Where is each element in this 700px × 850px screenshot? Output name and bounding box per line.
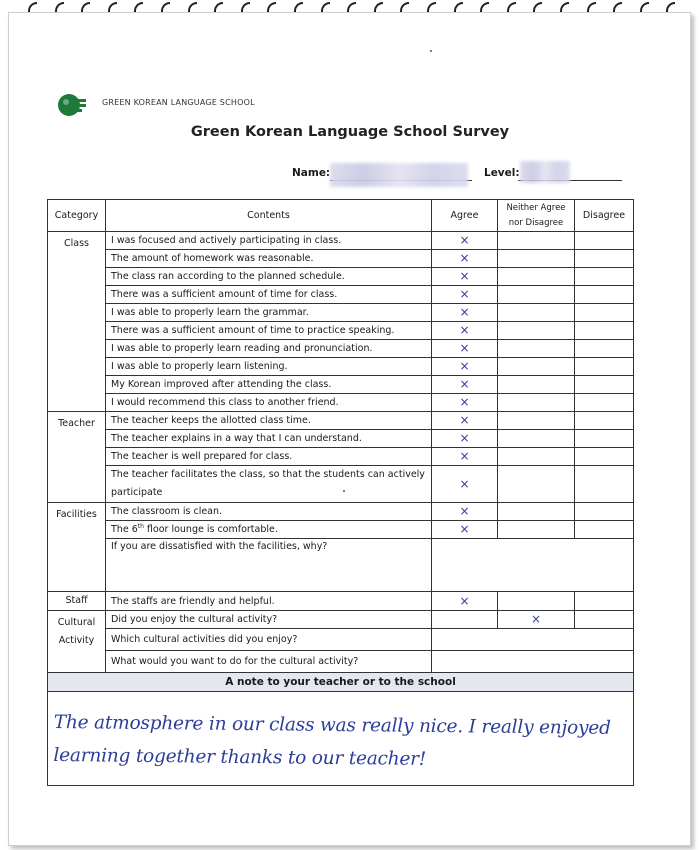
agree-cell[interactable] (432, 286, 498, 304)
item-text: I would recommend this class to another friend. (106, 394, 432, 412)
check-mark-icon: × (459, 233, 470, 247)
agree-cell[interactable] (432, 466, 498, 503)
disagree-cell[interactable] (575, 430, 634, 448)
header-neither-line2: nor Disagree (508, 217, 564, 228)
check-mark-icon: × (459, 431, 470, 445)
check-mark-icon: × (459, 504, 470, 518)
disagree-cell[interactable] (575, 592, 634, 611)
category-class: Class (48, 232, 106, 412)
note-row (48, 692, 634, 786)
lounge-text-post: floor lounge is comfortable. (143, 524, 278, 536)
neither-cell[interactable] (498, 412, 575, 430)
item-text: The teacher is well prepared for class. (106, 448, 432, 466)
facilities-answer-field[interactable] (432, 539, 634, 592)
item-text (106, 521, 432, 539)
check-mark-icon: × (459, 377, 470, 391)
level-redaction (520, 161, 570, 183)
name-label: Name: (292, 167, 331, 179)
item-text: I was able to properly learn the grammar. (106, 304, 432, 322)
item-text: I was able to properly learn reading and pronunciation. (106, 340, 432, 358)
agree-cell[interactable] (432, 503, 498, 521)
check-mark-icon: × (459, 287, 470, 301)
item-text: I was able to properly learn listening. (106, 358, 432, 376)
header-neither (498, 200, 575, 232)
header-category: Category (48, 200, 106, 232)
item-text: My Korean improved after attending the class. (106, 376, 432, 394)
table-row (48, 322, 634, 340)
cultural-wish-field[interactable] (432, 651, 634, 673)
agree-cell[interactable] (432, 268, 498, 286)
item-text: The amount of homework was reasonable. (106, 250, 432, 268)
agree-cell[interactable] (432, 430, 498, 448)
table-row (48, 232, 634, 250)
agree-cell[interactable] (432, 340, 498, 358)
disagree-cell[interactable] (575, 376, 634, 394)
item-text: The staffs are friendly and helpful. (106, 592, 432, 611)
header-disagree: Disagree (575, 200, 634, 232)
agree-cell[interactable] (432, 521, 498, 539)
neither-cell[interactable] (498, 430, 575, 448)
item-text: There was a sufficient amount of time to practice speaking. (106, 322, 432, 340)
neither-cell[interactable] (498, 394, 575, 412)
table-row (48, 250, 634, 268)
check-mark-icon: × (530, 612, 542, 626)
check-mark-icon: × (459, 359, 470, 373)
table-row (48, 521, 634, 539)
header-agree: Agree (432, 200, 498, 232)
disagree-cell[interactable] (575, 448, 634, 466)
neither-cell[interactable] (498, 286, 575, 304)
item-text: The classroom is clean. (106, 503, 432, 521)
table-row (48, 466, 634, 503)
disagree-cell[interactable] (575, 394, 634, 412)
check-mark-icon: × (459, 476, 470, 491)
level-label: Level: (484, 167, 520, 179)
note-header-row (48, 673, 634, 692)
agree-cell[interactable] (432, 322, 498, 340)
category-teacher: Teacher (48, 412, 106, 503)
lounge-text-pre: The 6 (111, 524, 138, 536)
survey-title: Green Korean Language School Survey (190, 124, 510, 140)
category-cultural-activity (48, 611, 106, 673)
disagree-cell[interactable] (575, 521, 634, 539)
disagree-cell[interactable] (575, 503, 634, 521)
neither-cell[interactable] (498, 376, 575, 394)
table-row (48, 430, 634, 448)
table-row (48, 286, 634, 304)
table-row (48, 358, 634, 376)
disagree-cell[interactable] (575, 466, 634, 503)
table-row (48, 340, 634, 358)
table-row (48, 539, 634, 592)
disagree-cell[interactable] (575, 340, 634, 358)
header-neither-line1: Neither Agree (506, 202, 566, 213)
category-staff: Staff (48, 592, 106, 611)
category-facilities: Facilities (48, 503, 106, 592)
disagree-cell[interactable] (575, 232, 634, 250)
table-row (48, 394, 634, 412)
neither-cell[interactable] (498, 592, 575, 611)
disagree-cell[interactable] (575, 358, 634, 376)
speck (430, 50, 432, 52)
lounge-text-sup: th (137, 523, 144, 531)
handwritten-note: The atmosphere in our class was really nice. I really enjoyed learning together thanks to our teacher! (53, 711, 611, 770)
neither-cell[interactable] (498, 448, 575, 466)
item-text: The teacher keeps the allotted class time. (106, 412, 432, 430)
disagree-cell[interactable] (575, 611, 634, 629)
neither-cell[interactable] (498, 358, 575, 376)
school-name: GREEN KOREAN LANGUAGE SCHOOL (102, 98, 255, 107)
neither-cell[interactable] (498, 250, 575, 268)
agree-cell[interactable] (432, 304, 498, 322)
neither-cell[interactable] (498, 232, 575, 250)
table-row (48, 503, 634, 521)
category-cultural-line2: Activity (58, 635, 95, 646)
check-mark-icon: × (459, 323, 470, 337)
disagree-cell[interactable] (575, 250, 634, 268)
agree-cell[interactable] (432, 412, 498, 430)
agree-cell[interactable] (432, 448, 498, 466)
survey-table (47, 199, 634, 786)
name-redaction (330, 163, 468, 187)
neither-cell[interactable] (498, 466, 575, 503)
school-logo-icon (58, 92, 88, 118)
disagree-cell[interactable] (575, 412, 634, 430)
item-text: What would you want to do for the cultural activity? (106, 651, 432, 673)
check-mark-icon: × (459, 593, 470, 608)
item-text: The teacher explains in a way that I can understand. (106, 430, 432, 448)
check-mark-icon: × (459, 305, 470, 319)
table-row (48, 592, 634, 611)
item-text: Which cultural activities did you enjoy? (106, 629, 432, 651)
disagree-cell[interactable] (575, 286, 634, 304)
check-mark-icon: × (459, 522, 470, 536)
table-row (48, 412, 634, 430)
check-mark-icon: × (459, 413, 470, 427)
table-header-row (48, 200, 634, 232)
agree-cell[interactable] (432, 376, 498, 394)
disagree-cell[interactable] (575, 268, 634, 286)
table-row (48, 304, 634, 322)
cultural-answer-field[interactable] (432, 629, 634, 651)
item-text: If you are dissatisfied with the facilities, why? (106, 539, 432, 592)
neither-cell[interactable] (498, 521, 575, 539)
header-contents: Contents (106, 200, 432, 232)
neither-cell[interactable] (498, 268, 575, 286)
item-text: The class ran according to the planned schedule. (106, 268, 432, 286)
table-row (48, 448, 634, 466)
check-mark-icon: × (459, 395, 470, 409)
agree-cell[interactable] (432, 358, 498, 376)
neither-cell[interactable] (498, 503, 575, 521)
check-mark-icon: × (459, 449, 470, 463)
item-text: The teacher facilitates the class, so that the students can actively participate (106, 466, 432, 503)
neither-cell[interactable] (498, 340, 575, 358)
check-mark-icon: × (459, 251, 470, 265)
neither-cell[interactable] (498, 322, 575, 340)
table-row (48, 611, 634, 629)
agree-cell[interactable] (432, 592, 498, 611)
table-row (48, 268, 634, 286)
item-text: Did you enjoy the cultural activity? (106, 611, 432, 629)
category-cultural-line1: Cultural (57, 617, 96, 628)
disagree-cell[interactable] (575, 304, 634, 322)
disagree-cell[interactable] (575, 322, 634, 340)
table-row (48, 376, 634, 394)
table-row (48, 629, 634, 651)
agree-cell[interactable] (432, 611, 498, 629)
note-field[interactable] (48, 692, 634, 786)
agree-cell[interactable] (432, 394, 498, 412)
note-header: A note to your teacher or to the school (48, 673, 634, 692)
item-text: There was a sufficient amount of time for class. (106, 286, 432, 304)
table-row (48, 651, 634, 673)
check-mark-icon: × (459, 269, 470, 283)
neither-cell[interactable] (498, 304, 575, 322)
check-mark-icon: × (459, 341, 470, 355)
item-text: I was focused and actively participating in class. (106, 232, 432, 250)
agree-cell[interactable] (432, 232, 498, 250)
neither-cell[interactable] (498, 611, 575, 629)
agree-cell[interactable] (432, 250, 498, 268)
